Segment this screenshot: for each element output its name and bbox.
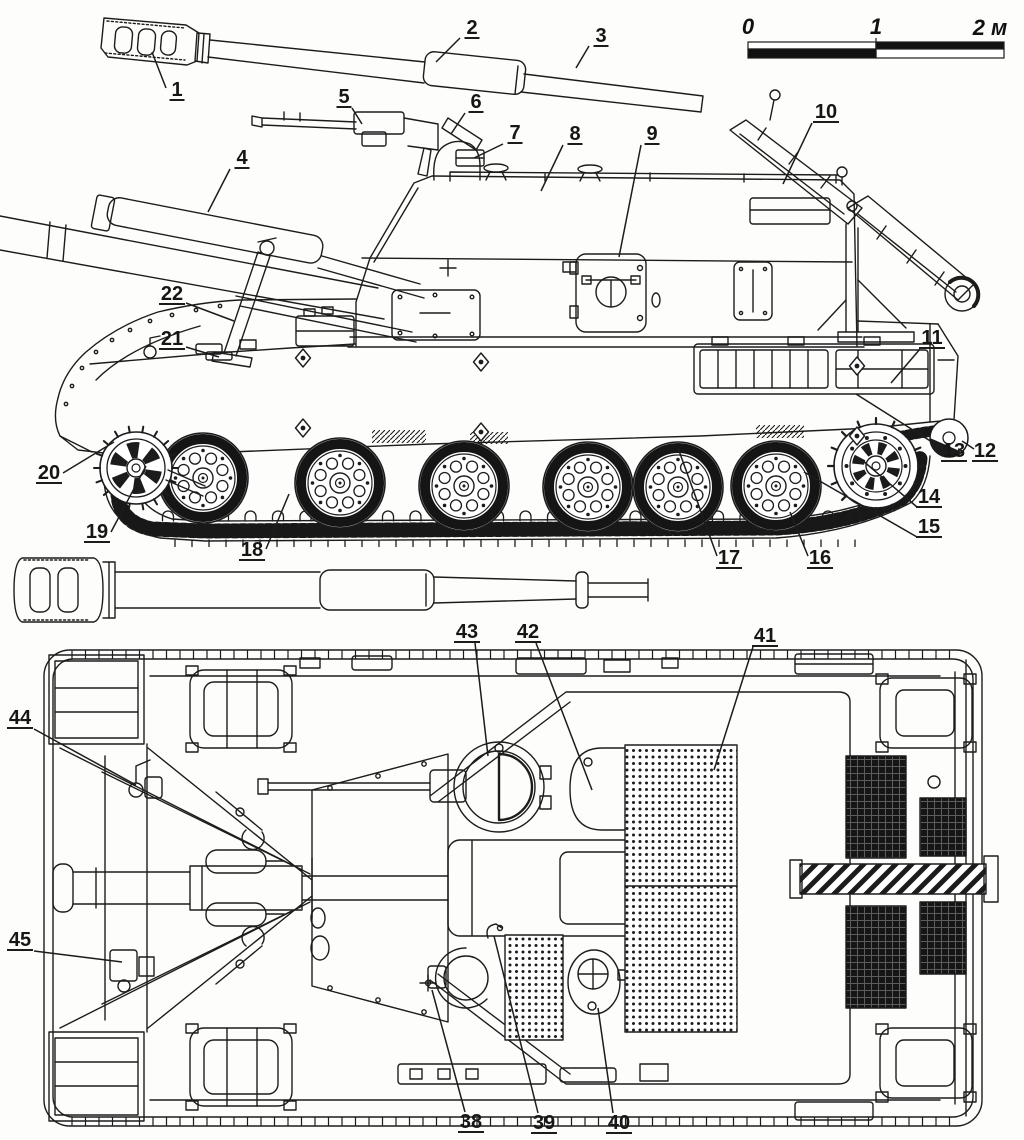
track-guide-horn [245, 511, 256, 521]
loader-hatch [568, 950, 626, 1014]
fender-stowage [300, 654, 873, 1120]
scale-seg-black [876, 42, 1004, 49]
callout-number: 43 [455, 621, 479, 643]
callout-number: 5 [338, 86, 350, 108]
callout-leader-line [436, 38, 460, 62]
callout-leader-line [186, 303, 234, 321]
road-wheel [419, 441, 509, 531]
road-wheel [543, 442, 633, 532]
callout-number: 11 [921, 327, 943, 349]
callout-leader-line [598, 1008, 613, 1113]
callout-leader-line [576, 46, 589, 68]
callout-number: 15 [917, 516, 941, 538]
stowed-mg-plan [258, 770, 466, 802]
skirt-fastener-pin [301, 426, 306, 431]
callout-38 [432, 990, 484, 1133]
scale-seg-white [876, 49, 1004, 58]
callout-number: 10 [814, 101, 838, 123]
callout-number: 45 [8, 929, 32, 951]
road-wheel [731, 441, 821, 531]
track-guide-horn [383, 511, 394, 521]
callout-leader-line [891, 349, 920, 383]
callout-9 [619, 123, 660, 257]
callout-leader-line [475, 643, 488, 756]
callout-number: 38 [459, 1111, 483, 1133]
callout-number: 18 [240, 539, 264, 561]
drive-sprocket [828, 418, 924, 514]
commander-cupola [454, 742, 551, 832]
scale-seg-black [748, 49, 876, 58]
callout-4 [208, 147, 250, 212]
callout-number: 17 [717, 547, 741, 569]
rear-stowage-rack [694, 337, 934, 394]
loading-conveyor [730, 90, 979, 342]
hull-side [55, 299, 958, 456]
callout-44 [7, 707, 136, 785]
gun-plan [53, 754, 654, 1022]
callout-number: 21 [160, 328, 184, 350]
callout-number: 14 [917, 486, 941, 508]
callout-10 [783, 101, 839, 184]
skirt-fastener-pin [479, 360, 484, 365]
skirt-fastener-pin [479, 430, 484, 435]
callout-number: 16 [808, 547, 832, 569]
track-guide-horn [410, 511, 421, 521]
callout-leader-line [451, 113, 465, 134]
skirt-fastener-pin [855, 364, 860, 369]
callout-number: 42 [516, 621, 540, 643]
skirt-fastener-pin [855, 434, 860, 439]
callout-number: 20 [37, 462, 61, 484]
road-wheel [633, 442, 723, 532]
callout-number: 8 [569, 123, 581, 145]
scale-seg-white [748, 42, 876, 49]
callout-number: 44 [8, 707, 32, 729]
callout-5 [337, 86, 363, 124]
callout-11 [891, 327, 945, 383]
callout-leader-line [619, 145, 641, 257]
callout-number: 4 [236, 147, 248, 169]
callout-leader-line [536, 643, 592, 790]
intake-grilles [505, 745, 737, 1040]
callout-number: 12 [973, 440, 997, 462]
plan-view [44, 650, 998, 1126]
callout-8 [541, 123, 583, 191]
callout-leader-line [541, 145, 563, 191]
callout-leader-line [34, 951, 122, 962]
callout-number: 6 [470, 91, 482, 113]
gun-barrel-detail [101, 18, 703, 112]
front-hull-roof [90, 307, 355, 364]
side-view [0, 18, 979, 547]
road-wheel [295, 438, 385, 528]
callout-3 [576, 25, 609, 68]
callout-43 [454, 621, 488, 756]
scale-bar [742, 14, 1007, 58]
callout-number: 1 [171, 79, 183, 101]
scale-label: 0 [741, 14, 755, 39]
skirt-fastener-pin [301, 356, 306, 361]
road-wheel [158, 433, 248, 523]
callout-6 [451, 91, 484, 134]
callout-number: 7 [509, 122, 521, 144]
callout-number: 2 [466, 17, 478, 39]
turret-side [348, 164, 864, 347]
callout-number: 41 [753, 625, 777, 647]
callout-leader-line [208, 169, 230, 212]
callout-number: 22 [160, 283, 184, 305]
barrel-plan-detail [14, 558, 648, 622]
callout-number: 19 [85, 521, 109, 543]
scale-label: 2 м [972, 15, 1008, 40]
callout-number: 40 [607, 1112, 631, 1134]
callout-number: 39 [532, 1112, 556, 1134]
gun-travel-position [0, 195, 424, 342]
callout-number: 13 [942, 440, 966, 462]
callout-number: 9 [646, 123, 658, 145]
scale-label: 1 [869, 14, 883, 39]
callout-number: 3 [595, 25, 607, 47]
barrel-travel-lock [790, 856, 998, 902]
aa-machinegun-cupola [252, 112, 484, 180]
